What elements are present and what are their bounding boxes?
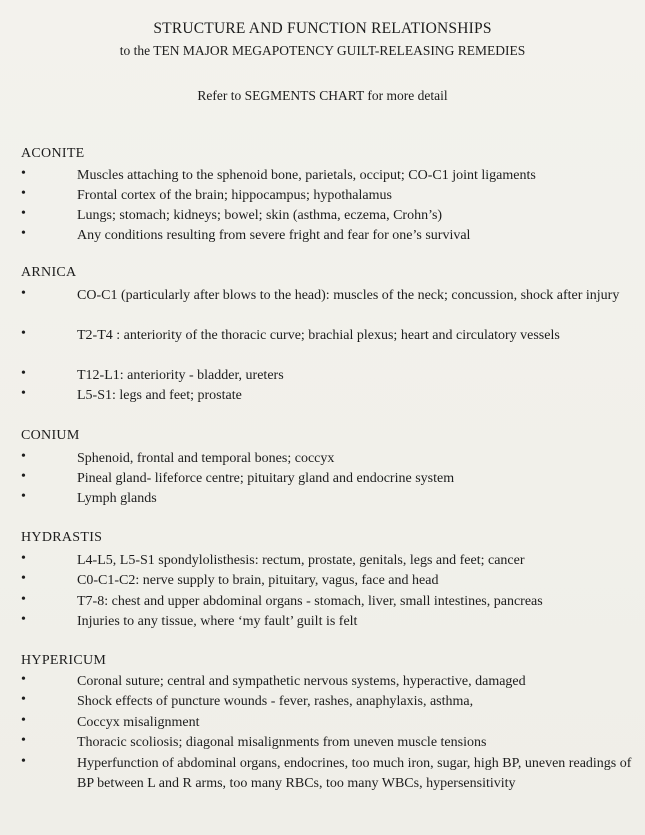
item-text: Coronal suture; central and sympathetic nervous systems, hyperactive, damaged xyxy=(77,674,526,689)
bullet: • xyxy=(21,551,26,566)
item-text: Coccyx misalignment xyxy=(77,715,200,730)
item-text: L5-S1: legs and feet; prostate xyxy=(77,388,242,403)
bullet: • xyxy=(21,449,26,464)
bullet: • xyxy=(21,733,26,748)
bullet: • xyxy=(21,592,26,607)
item-text: Shock effects of puncture wounds - fever, rashes, anaphylaxis, asthma, xyxy=(77,694,474,709)
page-title: STRUCTURE AND FUNCTION RELATIONSHIPS xyxy=(153,20,492,37)
bullet: • xyxy=(21,326,26,341)
bullet: • xyxy=(21,672,26,687)
bullet: • xyxy=(21,226,26,241)
item-text: T7-8: chest and upper abdominal organs - stomach, liver, small intestines, pancreas xyxy=(77,594,543,609)
bullet: • xyxy=(21,206,26,221)
item-text: Pineal gland- lifeforce centre; pituitary gland and endocrine system xyxy=(77,471,455,486)
bullet: • xyxy=(21,286,26,301)
section-title: HYDRASTIS xyxy=(21,530,103,545)
refer-note: Refer to SEGMENTS CHART for more detail xyxy=(197,88,448,103)
section-title: ARNICA xyxy=(21,265,77,280)
bullet: • xyxy=(21,612,26,627)
item-text: Muscles attaching to the sphenoid bone, parietals, occiput; CO-C1 joint ligaments xyxy=(77,168,536,183)
section-title: HYPERICUM xyxy=(21,653,107,668)
page-subtitle: to the TEN MAJOR MEGAPOTENCY GUILT-RELEASING REMEDIES xyxy=(119,43,526,58)
item-text: T2-T4 : anteriority of the thoracic curve; brachial plexus; heart and circulatory vessels xyxy=(77,328,560,343)
section-title: CONIUM xyxy=(21,428,80,443)
bullet: • xyxy=(21,692,26,707)
item-text: Thoracic scoliosis; diagonal misalignments from uneven muscle tensions xyxy=(77,735,487,750)
item-text: Lymph glands xyxy=(77,491,157,506)
bullet: • xyxy=(21,713,26,728)
bullet: • xyxy=(21,186,26,201)
item-text: Lungs; stomach; kidneys; bowel; skin (asthma, eczema, Crohn’s) xyxy=(77,208,443,223)
item-text: T12-L1: anteriority - bladder, ureters xyxy=(77,368,284,383)
item-text: L4-L5, L5-S1 spondylolisthesis: rectum, prostate, genitals, legs and feet; cancer xyxy=(77,553,525,568)
item-text: CO-C1 (particularly after blows to the head): muscles of the neck; concussion, shock after injury xyxy=(77,288,620,303)
item-text: Hyperfunction of abdominal organs, endocrines, too much iron, sugar, high BP, uneven readings of BP between L and R arms, too many RBCs, too many WBCs, hypersensitivity xyxy=(77,756,632,791)
bullet: • xyxy=(21,386,26,401)
bullet: • xyxy=(21,469,26,484)
item-text: Sphenoid, frontal and temporal bones; coccyx xyxy=(77,451,335,466)
section-title: ACONITE xyxy=(21,146,85,161)
bullet: • xyxy=(21,489,26,504)
bullet: • xyxy=(21,166,26,181)
bullet: • xyxy=(21,754,26,769)
bullet: • xyxy=(21,571,26,586)
item-text: Frontal cortex of the brain; hippocampus; hypothalamus xyxy=(77,188,392,203)
bullet: • xyxy=(21,366,26,381)
item-text: C0-C1-C2: nerve supply to brain, pituitary, vagus, face and head xyxy=(77,573,439,588)
item-text: Injuries to any tissue, where ‘my fault’ guilt is felt xyxy=(77,614,358,629)
item-text: Any conditions resulting from severe fright and fear for one’s survival xyxy=(77,228,471,243)
